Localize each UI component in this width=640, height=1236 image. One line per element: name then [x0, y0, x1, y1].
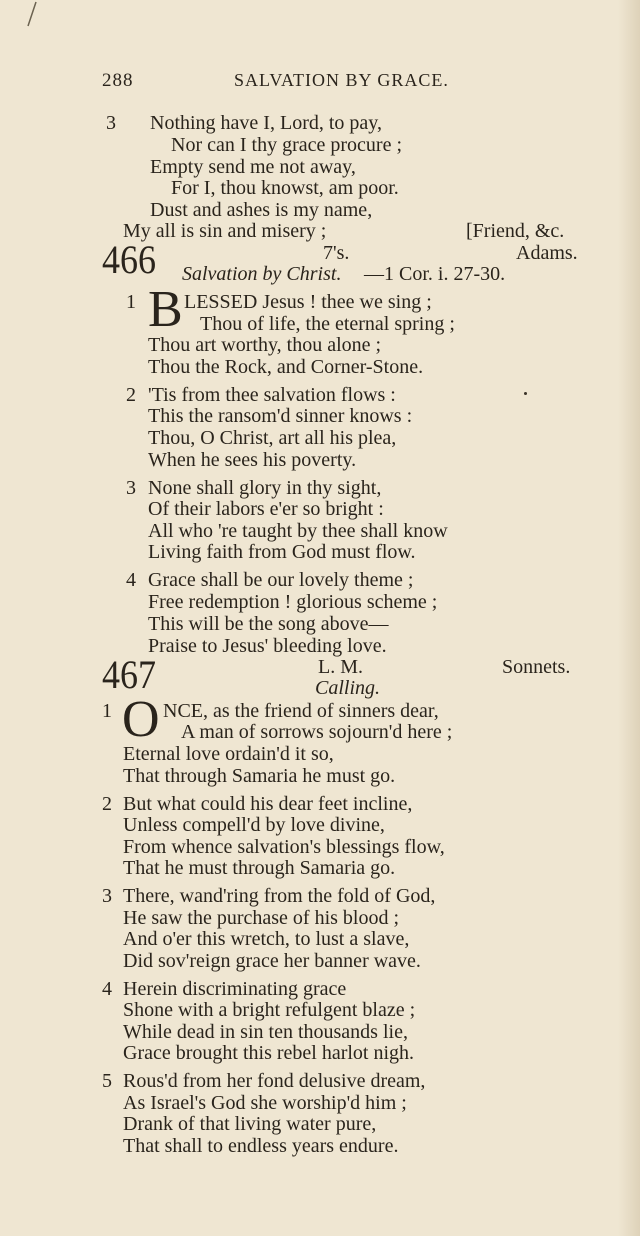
pencil-mark — [22, 0, 42, 30]
verse-line: He saw the purchase of his blood ; — [123, 907, 400, 929]
tune-reference: [Friend, &c. — [466, 220, 565, 242]
verse-line: Nothing have I, Lord, to pay, — [150, 112, 382, 134]
verse-line: That shall to endless years endure. — [123, 1135, 399, 1157]
verse-line: My all is sin and misery ; — [123, 220, 327, 242]
verse-line: 'Tis from thee salvation flows : — [148, 384, 396, 406]
hymn-title: Calling. — [315, 677, 381, 699]
verse-line: Thou, O Christ, art all his plea, — [148, 427, 397, 449]
verse-line: Thou the Rock, and Corner-Stone. — [148, 356, 424, 378]
verse-line: There, wand'ring from the fold of God, — [123, 885, 436, 907]
verse-line: And o'er this wretch, to lust a slave, — [123, 928, 410, 950]
verse-line: When he sees his poverty. — [148, 449, 357, 471]
verse-line: A man of sorrows sojourn'd here ; — [181, 721, 453, 743]
page-edge-shadow — [618, 0, 640, 1236]
verse-line: Eternal love ordain'd it so, — [123, 743, 334, 765]
verse-number: 3 — [106, 112, 116, 134]
verse-number: 5 — [102, 1070, 112, 1092]
verse-number: 1 — [102, 700, 112, 722]
verse-number: 4 — [102, 978, 112, 1000]
hymn-author: Sonnets. — [502, 656, 571, 678]
verse-number: 3 — [102, 885, 112, 907]
verse-line: Grace shall be our lovely theme ; — [148, 569, 414, 591]
verse-line: None shall glory in thy sight, — [148, 477, 382, 499]
hymn-meter: L. M. — [318, 656, 363, 678]
verse-line: Free redemption ! glorious scheme ; — [148, 591, 438, 613]
verse-line: Unless compell'd by love divine, — [123, 814, 385, 836]
verse-line: That he must through Samaria go. — [123, 857, 396, 879]
verse-line: For I, thou knowst, am poor. — [171, 177, 399, 199]
verse-line: All who 're taught by thee shall know — [148, 520, 448, 542]
verse-line: Thou art worthy, thou alone ; — [148, 334, 382, 356]
verse-line: Shone with a bright refulgent blaze ; — [123, 999, 416, 1021]
hymn-author: Adams. — [516, 242, 578, 264]
verse-line: Rous'd from her fond delusive dream, — [123, 1070, 426, 1092]
verse-line: Grace brought this rebel harlot nigh. — [123, 1042, 415, 1064]
verse-line: From whence salvation's blessings flow, — [123, 836, 445, 858]
verse-line: Nor can I thy grace procure ; — [171, 134, 402, 156]
verse-line: Of their labors e'er so bright : — [148, 498, 384, 520]
verse-line: This the ransom'd sinner knows : — [148, 405, 413, 427]
verse-line: Praise to Jesus' bleeding love. — [148, 635, 387, 657]
verse-number: 1 — [126, 291, 136, 313]
verse-line: Empty send me not away, — [150, 156, 356, 178]
verse-line: NCE, as the friend of sinners dear, — [163, 700, 439, 722]
drop-cap: B — [148, 281, 183, 338]
hymn-meter: 7's. — [323, 242, 350, 264]
drop-cap: O — [122, 691, 160, 748]
verse-line: As Israel's God she worship'd him ; — [123, 1092, 407, 1114]
verse-line: This will be the song above— — [148, 613, 389, 635]
verse-line: LESSED Jesus ! thee we sing ; — [184, 291, 432, 313]
hymn-title: Salvation by Christ. — [182, 263, 342, 285]
verse-number: 3 — [126, 477, 136, 499]
scripture-reference: —1 Cor. i. 27-30. — [364, 263, 506, 285]
verse-number: 2 — [102, 793, 112, 815]
verse-number: 4 — [126, 569, 136, 591]
verse-line: But what could his dear feet incline, — [123, 793, 413, 815]
verse-line: While dead in sin ten thousands lie, — [123, 1021, 408, 1043]
page-number: 288 — [102, 70, 134, 91]
hymn-number: 467 — [102, 652, 156, 697]
verse-line: Thou of life, the eternal spring ; — [200, 313, 455, 335]
verse-number: 2 — [126, 384, 136, 406]
verse-line: Drank of that living water pure, — [123, 1113, 377, 1135]
hymn-number: 466 — [102, 237, 156, 282]
ink-dot — [524, 392, 527, 395]
verse-line: Did sov'reign grace her banner wave. — [123, 950, 421, 972]
verse-line: Dust and ashes is my name, — [150, 199, 373, 221]
verse-line: Herein discriminating grace — [123, 978, 347, 1000]
verse-line: That through Samaria he must go. — [123, 765, 396, 787]
verse-line: Living faith from God must flow. — [148, 541, 416, 563]
running-title: SALVATION BY GRACE. — [234, 70, 449, 90]
